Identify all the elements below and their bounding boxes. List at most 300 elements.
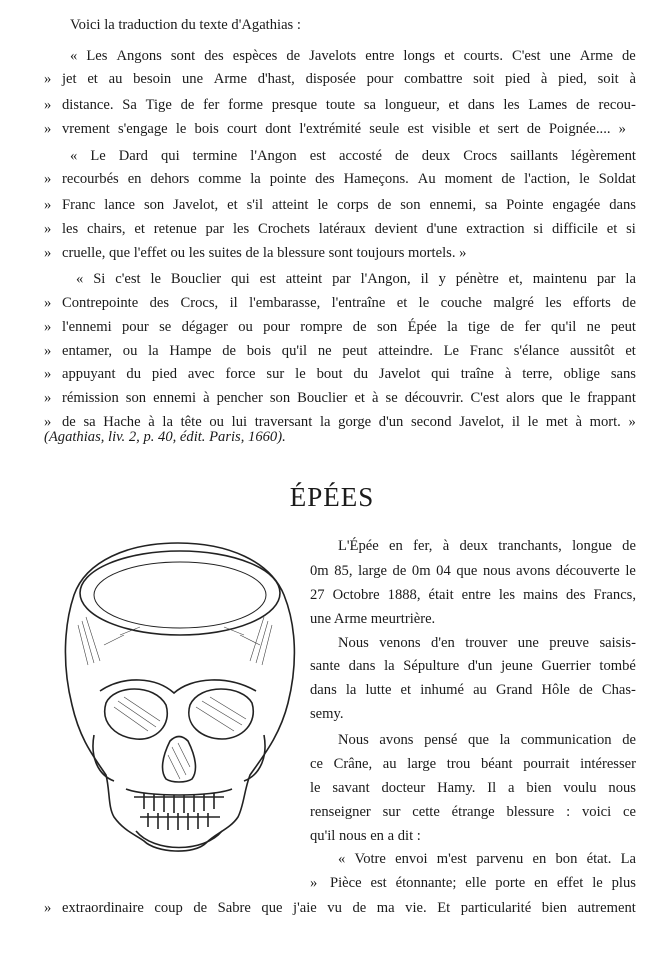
word: étonnante; — [395, 875, 457, 891]
quote-mark: » — [44, 319, 52, 335]
word: besoin — [133, 71, 172, 87]
word: en — [534, 875, 548, 891]
word: parvenu — [476, 851, 524, 867]
word: d'une — [426, 221, 458, 237]
right-col-line — [310, 680, 636, 700]
word: 85, — [334, 563, 353, 579]
right-col-line — [310, 754, 636, 774]
word: Arme — [579, 48, 613, 64]
word: engagée — [552, 197, 601, 213]
word: de — [526, 121, 541, 137]
word: Javelots — [309, 48, 357, 64]
word: nous — [608, 780, 636, 796]
para2-line — [62, 219, 636, 239]
word: 1888, — [387, 587, 421, 603]
word: au — [473, 682, 487, 698]
word: le — [175, 121, 187, 137]
word: saisis- — [599, 635, 636, 651]
quote-mark: » — [44, 97, 52, 113]
word: Grand — [495, 682, 533, 698]
word: porte — [495, 875, 526, 891]
word: intéresser — [580, 756, 636, 772]
word: Et — [437, 900, 451, 916]
word: pensé — [424, 732, 458, 748]
word: Sa — [122, 97, 137, 113]
word: recou- — [598, 97, 636, 113]
word: ou — [209, 414, 224, 430]
word: Javelot — [378, 366, 421, 382]
word: bien — [526, 780, 552, 796]
word: les — [62, 221, 79, 237]
last-line — [62, 898, 636, 918]
quote-mark: » — [44, 121, 52, 137]
word: de — [180, 97, 195, 113]
word: de — [622, 295, 636, 311]
para3-line — [62, 293, 636, 313]
word: ne — [317, 343, 332, 359]
word: sa — [83, 414, 96, 430]
word: le — [418, 295, 430, 311]
word: de — [286, 48, 301, 64]
word: d'un — [378, 414, 404, 430]
word: Votre — [354, 851, 386, 867]
word: la — [384, 658, 395, 674]
word: des — [565, 587, 586, 603]
word: si — [533, 221, 544, 237]
word: alors — [506, 390, 535, 406]
word: lance — [104, 197, 135, 213]
word: Crâne, — [333, 756, 373, 772]
word: latéraux — [318, 221, 366, 237]
word: : — [566, 804, 571, 820]
word: et — [87, 71, 98, 87]
quote-mark: » — [44, 71, 52, 87]
word: oblige — [563, 366, 600, 382]
word: toute — [325, 97, 356, 113]
word: couche — [440, 295, 482, 311]
word: et — [448, 97, 460, 113]
word: jet — [62, 71, 77, 87]
word: trouver — [465, 635, 508, 651]
word: s'élance — [513, 343, 560, 359]
word: qu'il — [550, 319, 577, 335]
word: ma — [376, 900, 395, 916]
word: force — [225, 366, 256, 382]
word: visible — [431, 121, 471, 137]
word: la — [319, 414, 331, 430]
right-col-line — [338, 633, 636, 653]
word: extraordinaire — [62, 900, 144, 916]
word: le — [317, 197, 328, 213]
word: autrement — [577, 900, 636, 916]
word: » — [618, 121, 626, 137]
word: pour — [122, 319, 149, 335]
word: mort. — [589, 414, 621, 430]
word: de — [352, 319, 367, 335]
word: l'Angon, — [360, 271, 411, 287]
word: l'embarasse, — [249, 295, 321, 311]
word: soit — [473, 71, 495, 87]
para3-line — [76, 269, 636, 289]
word: Lames — [528, 97, 568, 113]
word: les — [498, 587, 516, 603]
word: son — [376, 319, 398, 335]
word: ou — [238, 319, 253, 335]
word: seule — [369, 121, 400, 137]
word: Soldat — [598, 171, 636, 187]
word: pointe — [269, 171, 307, 187]
word: s'engage — [118, 121, 168, 137]
word: Épée — [407, 319, 437, 335]
word: terre, — [522, 366, 553, 382]
word: termine — [192, 148, 238, 164]
word: bout — [316, 366, 343, 382]
word: Pointe — [506, 197, 544, 213]
word: sert — [497, 121, 519, 137]
word: fer — [524, 319, 541, 335]
word: c'est — [115, 271, 141, 287]
word: et — [354, 390, 365, 406]
word: combattre — [404, 71, 463, 87]
word: ou — [122, 343, 138, 359]
word: 0m — [411, 563, 431, 579]
para2-line — [70, 146, 636, 166]
word: C'est — [470, 390, 500, 406]
word: dont — [265, 121, 292, 137]
right-col-line — [338, 730, 636, 750]
word: trou — [446, 756, 471, 772]
word: les — [233, 221, 250, 237]
word: rémission — [62, 390, 119, 406]
quote-mark: » — [44, 295, 52, 311]
word: à — [203, 390, 210, 406]
word: C'est — [512, 48, 541, 64]
word: Guerrier — [541, 658, 591, 674]
word: en — [532, 851, 547, 867]
word: de — [222, 343, 237, 359]
word: de — [622, 732, 636, 748]
word: pour — [263, 319, 290, 335]
word: second — [411, 414, 452, 430]
word: gorge — [338, 414, 372, 430]
word: fer — [203, 97, 220, 113]
word: le — [527, 414, 539, 430]
word: et — [400, 682, 412, 698]
word: lui — [231, 414, 248, 430]
word: se — [159, 319, 172, 335]
word: appuyant — [62, 366, 116, 382]
word: entre — [461, 587, 491, 603]
word: son — [125, 390, 147, 406]
word: La — [620, 851, 636, 867]
word: elle — [465, 875, 487, 891]
word: se — [385, 390, 398, 406]
word: légèrement — [571, 148, 636, 164]
word: voici — [581, 804, 612, 820]
word: longueur, — [384, 97, 440, 113]
word: Sabre — [217, 900, 251, 916]
word: sa — [363, 97, 377, 113]
word: courts. — [463, 48, 503, 64]
word: entamer, — [62, 343, 113, 359]
word: pour — [366, 71, 394, 87]
word: de — [578, 682, 593, 698]
word: dans — [310, 682, 337, 698]
word: Bouclier — [297, 390, 348, 406]
word: en — [127, 171, 142, 187]
word: peut — [342, 343, 368, 359]
quote-mark: » — [44, 171, 52, 187]
word: par — [205, 221, 225, 237]
word: tombé — [599, 658, 636, 674]
word: des — [315, 171, 335, 187]
right-col-line: semy. — [310, 706, 344, 722]
right-col-line — [310, 585, 636, 605]
word: et — [625, 343, 636, 359]
word: ne — [586, 319, 601, 335]
word: pourrait — [523, 756, 570, 772]
word: longs — [403, 48, 436, 64]
word: pied, — [558, 71, 587, 87]
word: avons — [379, 732, 414, 748]
word: découverte — [555, 563, 620, 579]
word: peut — [610, 319, 636, 335]
word: l'entraîne — [331, 295, 386, 311]
word: communication — [520, 732, 612, 748]
word: le — [569, 390, 581, 406]
word: preuve — [549, 635, 590, 651]
para1-line — [70, 46, 636, 66]
word: une — [517, 635, 539, 651]
word: que — [456, 563, 478, 579]
word: jeune — [501, 658, 533, 674]
para3-line — [62, 317, 636, 337]
right-col-line — [310, 802, 636, 822]
word: des — [204, 48, 224, 64]
word: son — [143, 197, 165, 213]
word: sur — [382, 804, 401, 820]
word: bois — [194, 121, 219, 137]
word: des — [149, 295, 170, 311]
word: pénètre — [455, 271, 499, 287]
word: distance. — [62, 97, 114, 113]
word: de — [500, 319, 515, 335]
word: le — [150, 271, 162, 287]
word: » — [628, 414, 636, 430]
word: extraction — [466, 221, 525, 237]
word: venons — [379, 635, 421, 651]
word: maintenu — [532, 271, 587, 287]
word: Arme — [213, 71, 248, 87]
word: de — [501, 171, 516, 187]
right-col-line — [338, 849, 636, 869]
word: frappant — [587, 390, 636, 406]
word: à — [372, 390, 379, 406]
word: traîne — [460, 366, 494, 382]
word: difficile — [551, 221, 598, 237]
word: inhumé — [420, 682, 464, 698]
word: aussitôt — [570, 343, 615, 359]
word: Si — [93, 271, 106, 287]
word: « — [70, 48, 78, 64]
right-col-line — [310, 656, 636, 676]
word: Hameçons. — [343, 171, 409, 187]
word: efforts — [572, 295, 611, 311]
quote-mark: » — [44, 900, 52, 916]
word: au — [108, 71, 123, 87]
word: la — [148, 343, 159, 359]
word: le — [592, 875, 603, 891]
word: soit — [597, 71, 619, 87]
word: y — [438, 271, 446, 287]
word: rompre — [300, 319, 343, 335]
word: à — [442, 538, 450, 554]
word: le — [625, 563, 636, 579]
word: qui — [431, 366, 450, 382]
word: et — [134, 221, 145, 237]
word: Poignée.... — [548, 121, 611, 137]
quote-mark: » — [44, 366, 52, 382]
para3-line — [62, 388, 636, 408]
word: plus — [611, 875, 636, 891]
word: Tige — [145, 97, 172, 113]
word: « — [76, 271, 84, 287]
word: s'il — [246, 197, 264, 213]
word: de — [576, 97, 590, 113]
word: et — [444, 48, 455, 64]
word: deux — [459, 538, 488, 554]
para2-line — [62, 195, 636, 215]
word: coup — [154, 900, 183, 916]
word: il — [229, 295, 238, 311]
word: la — [447, 319, 458, 335]
word: est — [259, 271, 276, 287]
word: son — [400, 197, 421, 213]
section-heading: ÉPÉES — [289, 482, 375, 512]
word: à — [575, 414, 582, 430]
word: Le — [90, 148, 106, 164]
word: de — [377, 197, 392, 213]
word: par — [596, 271, 616, 287]
word: l'ennemi — [62, 319, 112, 335]
word: atteint — [285, 271, 323, 287]
word: pencher — [216, 390, 263, 406]
word: Les — [86, 48, 108, 64]
word: l'action, — [524, 171, 571, 187]
word: son — [269, 390, 291, 406]
word: de — [394, 148, 409, 164]
word: nous — [482, 563, 511, 579]
word: la — [162, 414, 173, 430]
word: saillants — [510, 148, 559, 164]
word: bon — [555, 851, 578, 867]
word: Hampe — [169, 343, 212, 359]
word: Crocs — [463, 148, 498, 164]
word: chairs, — [87, 221, 126, 237]
right-col-line — [310, 778, 636, 798]
word: renseigner — [310, 804, 371, 820]
word: au — [382, 756, 397, 772]
word: ennemi, — [429, 197, 477, 213]
word: vrement — [62, 121, 110, 137]
word: une — [181, 71, 204, 87]
word: large — [407, 756, 437, 772]
para1-line — [62, 95, 636, 115]
word: sans — [610, 366, 636, 382]
word: Franc — [62, 197, 96, 213]
word: la — [625, 271, 636, 287]
word: longue — [572, 538, 612, 554]
word: savant — [332, 780, 370, 796]
word: de — [392, 563, 407, 579]
word: entre — [365, 48, 395, 64]
word: d'un — [467, 658, 493, 674]
intro-line: Voici la traduction du texte d'Agathias : — [70, 17, 301, 33]
word: la — [250, 171, 261, 187]
word: dans — [348, 658, 376, 674]
word: deux — [421, 148, 451, 164]
word: d'en — [431, 635, 455, 651]
word: « — [70, 148, 78, 164]
word: est — [407, 121, 424, 137]
word: Pièce — [330, 875, 362, 891]
word: une — [549, 48, 571, 64]
word: blessure — [506, 804, 555, 820]
word: bien — [541, 900, 567, 916]
word: mains — [523, 587, 558, 603]
word: bois — [246, 343, 272, 359]
word: il — [420, 271, 429, 287]
word: docteur — [381, 780, 426, 796]
word: cette — [412, 804, 440, 820]
quote-mark: » — [44, 197, 52, 213]
word: forme — [228, 97, 263, 113]
word: avons — [516, 563, 551, 579]
word: il — [511, 414, 520, 430]
word: dehors — [150, 171, 190, 187]
word: voulu — [563, 780, 597, 796]
word: le — [310, 780, 321, 796]
word: Javelot, — [173, 197, 219, 213]
word: Franc — [469, 343, 503, 359]
word: tige — [468, 319, 490, 335]
word: Francs, — [593, 587, 636, 603]
right-col-line: une Arme meurtrière. — [310, 611, 436, 627]
word: du — [126, 366, 141, 382]
word: sont — [170, 48, 196, 64]
word: Hamy. — [437, 780, 476, 796]
word: pied — [151, 366, 178, 382]
word: ce — [310, 756, 323, 772]
word: presque — [271, 97, 318, 113]
word: Octobre — [332, 587, 380, 603]
word: dans — [609, 197, 636, 213]
word: l'extrémité — [299, 121, 362, 137]
word: Angons — [116, 48, 162, 64]
para1-line — [62, 69, 636, 89]
word: Il — [487, 780, 497, 796]
word: et — [606, 221, 618, 237]
quote-mark: » — [44, 414, 52, 430]
word: avec — [187, 366, 215, 382]
word: par — [332, 271, 351, 287]
word: Javelot, — [459, 414, 505, 430]
word: Hôle — [541, 682, 570, 698]
word: vie. — [405, 900, 427, 916]
word: Contrepointe — [62, 295, 139, 311]
word: pied — [505, 71, 531, 87]
word: et — [478, 121, 490, 137]
